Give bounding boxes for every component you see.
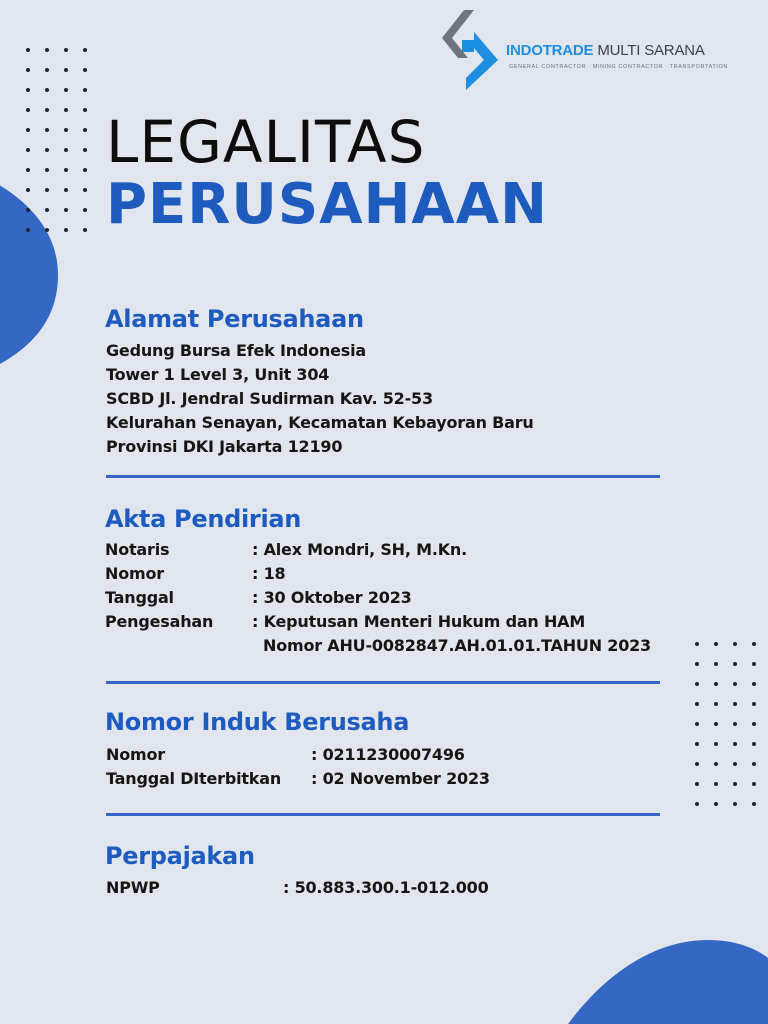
akta-value-pengesahan: : Keputusan Menteri Hukum dan HAM bbox=[252, 612, 586, 631]
akta-value-tanggal: : 30 Oktober 2023 bbox=[252, 588, 412, 607]
pajak-value-npwp: : 50.883.300.1-012.000 bbox=[283, 878, 489, 897]
section-divider bbox=[106, 813, 660, 816]
title-line-1: LEGALITAS bbox=[106, 108, 426, 176]
right-blue-blob bbox=[568, 940, 768, 1024]
logo-tagline: GENERAL CONTRACTOR · MINING CONTRACTOR · TRANSPORTATION bbox=[509, 64, 728, 70]
address-line: Kelurahan Senayan, Kecamatan Kebayoran Baru bbox=[106, 413, 534, 432]
section-heading-akta: Akta Pendirian bbox=[105, 505, 302, 533]
nib-label-nomor: Nomor bbox=[106, 745, 165, 764]
section-divider bbox=[106, 681, 660, 684]
logo-mark-icon bbox=[440, 10, 498, 90]
akta-value-notaris: : Alex Mondri, SH, M.Kn. bbox=[252, 540, 467, 559]
akta-value-pengesahan-continued: Nomor AHU-0082847.AH.01.01.TAHUN 2023 bbox=[263, 636, 651, 655]
logo-brand-bold: INDOTRADE bbox=[506, 42, 594, 59]
dot-grid-right bbox=[695, 642, 756, 806]
address-line: Provinsi DKI Jakarta 12190 bbox=[106, 437, 343, 456]
nib-value-tanggal: : 02 November 2023 bbox=[311, 769, 490, 788]
company-logo bbox=[440, 10, 740, 90]
pajak-label-npwp: NPWP bbox=[106, 878, 160, 897]
akta-label-nomor: Nomor bbox=[105, 564, 164, 583]
section-heading-alamat: Alamat Perusahaan bbox=[105, 305, 364, 333]
section-heading-nib: Nomor Induk Berusaha bbox=[105, 708, 410, 736]
title-line-2: PERUSAHAAN bbox=[106, 172, 548, 237]
nib-label-tanggal: Tanggal DIterbitkan bbox=[106, 769, 282, 788]
address-line: SCBD Jl. Jendral Sudirman Kav. 52-53 bbox=[106, 389, 433, 408]
akta-label-notaris: Notaris bbox=[105, 540, 170, 559]
logo-wordmark bbox=[506, 42, 705, 59]
akta-value-nomor: : 18 bbox=[252, 564, 286, 583]
address-line: Gedung Bursa Efek Indonesia bbox=[106, 341, 366, 360]
logo-brand-regular: MULTI SARANA bbox=[597, 42, 705, 59]
akta-label-tanggal: Tanggal bbox=[105, 588, 174, 607]
nib-value-nomor: : 0211230007496 bbox=[311, 745, 465, 764]
section-divider bbox=[106, 475, 660, 478]
dot-grid-left bbox=[26, 48, 87, 232]
akta-label-pengesahan: Pengesahan bbox=[105, 612, 214, 631]
section-heading-pajak: Perpajakan bbox=[105, 842, 255, 870]
address-line: Tower 1 Level 3, Unit 304 bbox=[106, 365, 330, 384]
